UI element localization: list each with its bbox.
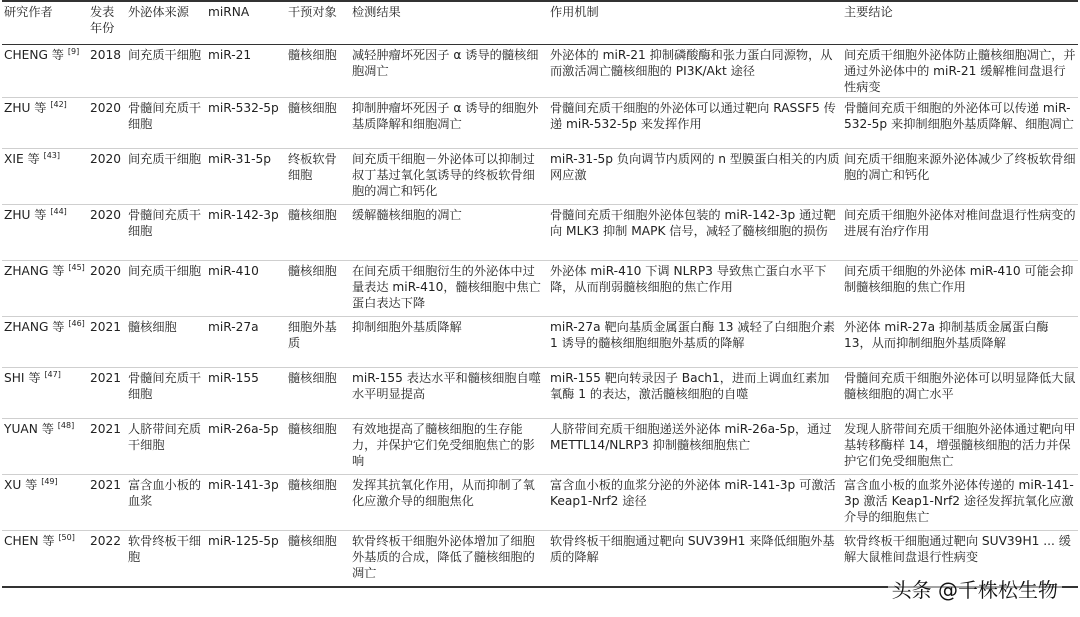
cell-year: 2022 [90, 534, 122, 548]
table-body [2, 45, 1078, 588]
cell-author: SHI 等 [47] [4, 369, 61, 385]
cell-year: 2021 [90, 422, 122, 436]
header-result: 检测结果 [352, 5, 401, 19]
cell-conclusion: 间充质干细胞外泌体对椎间盘退行性病变的进展有治疗作用 [844, 208, 1076, 238]
cell-year: 2020 [90, 101, 122, 115]
cell-mirna: miR-142-3p [208, 208, 279, 222]
cell-source: 人脐带间充质干细胞 [128, 422, 202, 452]
cell-source: 间充质干细胞 [128, 264, 202, 278]
cell-mechanism: 骨髓间充质干细胞的外泌体可以通过靶向 RASSF5 传递 miR-532-5p 来发挥作用 [550, 101, 836, 131]
cell-mechanism: 外泌体的 miR-21 抑制磷酸酶和张力蛋白同源物，从而激活凋亡髓核细胞的 PI3K/Akt 途径 [550, 48, 833, 78]
cell-conclusion: 间充质干细胞来源外泌体减少了终板软骨细胞的凋亡和钙化 [844, 152, 1076, 182]
reference-mark: [44] [50, 206, 67, 216]
cell-author: CHEN 等 [50] [4, 532, 75, 548]
cell-result: 抑制细胞外基质降解 [352, 320, 462, 334]
cell-target: 髓核细胞 [288, 208, 337, 222]
cell-conclusion: 骨髓间充质干细胞外泌体可以明显降低大鼠髓核细胞的凋亡水平 [844, 371, 1076, 401]
reference-mark: [42] [50, 99, 67, 109]
cell-result: miR-155 表达水平和髓核细胞自噬水平明显提高 [352, 371, 541, 401]
cell-target: 髓核细胞 [288, 101, 337, 115]
cell-source: 富含血小板的血浆 [128, 478, 202, 508]
header-source: 外泌体来源 [128, 5, 189, 19]
cell-conclusion: 外泌体 miR-27a 抑制基质金属蛋白酶 13，从而抑制细胞外基质降解 [844, 320, 1049, 350]
header-mirna: miRNA [208, 5, 250, 19]
cell-mirna: miR-26a-5p [208, 422, 279, 436]
cell-conclusion: 富含血小板的血浆外泌体传递的 miR-141-3p 激活 Keap1-Nrf2 途径发挥抗氧化应激介导的细胞焦亡 [844, 478, 1074, 524]
cell-result: 缓解髓核细胞的凋亡 [352, 208, 462, 222]
cell-conclusion: 骨髓间充质干细胞的外泌体可以传递 miR-532-5p 来抑制细胞外基质降解、细胞凋亡 [844, 101, 1074, 131]
cell-target: 髓核细胞 [288, 478, 337, 492]
cell-target: 髓核细胞 [288, 422, 337, 436]
cell-mechanism: 人脐带间充质干细胞递送外泌体 miR-26a-5p，通过 METTL14/NLRP3 抑制髓核细胞焦亡 [550, 422, 832, 452]
cell-mechanism: miR-27a 靶向基质金属蛋白酶 13 减轻了白细胞介素 1 诱导的髓核细胞细胞外基质的降解 [550, 320, 835, 350]
cell-source: 软骨终板干细胞 [128, 534, 202, 564]
cell-conclusion: 间充质干细胞外泌体防止髓核细胞凋亡，并通过外泌体中的 miR-21 缓解椎间盘退行性病变 [844, 48, 1076, 94]
cell-mirna: miR-31-5p [208, 152, 272, 166]
cell-mirna: miR-155 [208, 371, 259, 385]
cell-year: 2021 [90, 371, 122, 385]
cell-result: 间充质干细胞－外泌体可以抑制过叔丁基过氧化氢诱导的终板软骨细胞的凋亡和钙化 [352, 152, 535, 198]
cell-author: ZHU 等 [42] [4, 99, 67, 115]
reference-mark: [48] [57, 420, 75, 430]
cell-author: CHENG 等 [9] [4, 46, 80, 62]
table-row [2, 475, 1078, 531]
reference-mark: [47] [44, 369, 61, 379]
cell-mechanism: miR-31-5p 负向调节内质网的 n 型膜蛋白相关的内质网应激 [550, 152, 840, 182]
table-row [2, 149, 1078, 205]
table-row [2, 98, 1078, 149]
cell-year: 2020 [90, 208, 122, 222]
cell-target: 髓核细胞 [288, 371, 337, 385]
table-row [2, 317, 1078, 368]
header-conclusion: 主要结论 [844, 5, 893, 19]
research-table [2, 0, 1078, 588]
cell-mechanism: 外泌体 miR-410 下调 NLRP3 导致焦亡蛋白水平下降，从而削弱髓核细胞的焦亡作用 [550, 264, 827, 294]
cell-author: ZHANG 等 [46] [4, 318, 85, 334]
cell-mirna: miR-21 [208, 48, 252, 62]
cell-target: 细胞外基质 [288, 320, 337, 350]
cell-result: 有效地提高了髓核细胞的生存能力，并保护它们免受细胞焦亡的影响 [352, 422, 535, 468]
cell-result: 抑制肿瘤坏死因子 α 诱导的细胞外基质降解和细胞凋亡 [352, 101, 539, 131]
header-target: 干预对象 [288, 5, 337, 19]
table-row [2, 45, 1078, 98]
cell-mechanism: miR-155 靶向转录因子 Bach1，进而上调血红素加氧酶 1 的表达，激活髓核细胞的自噬 [550, 371, 830, 401]
cell-author: XIE 等 [43] [4, 150, 61, 166]
cell-source: 间充质干细胞 [128, 152, 202, 166]
cell-year: 2021 [90, 320, 122, 334]
cell-mirna: miR-27a [208, 320, 259, 334]
reference-mark: [43] [43, 150, 61, 160]
cell-result: 软骨终板干细胞外泌体增加了细胞外基质的合成，降低了髓核细胞的凋亡 [352, 534, 535, 580]
cell-source: 骨髓间充质干细胞 [128, 371, 202, 401]
cell-source: 骨髓间充质干细胞 [128, 101, 202, 131]
cell-target: 髓核细胞 [288, 264, 337, 278]
cell-result: 在间充质干细胞衍生的外泌体中过量表达 miR-410，髓核细胞中焦亡蛋白表达下降 [352, 264, 541, 310]
header-year: 发表年份 [90, 5, 115, 35]
reference-mark: [45] [68, 262, 85, 272]
cell-author: ZHANG 等 [45] [4, 262, 85, 278]
reference-mark: [9] [67, 46, 80, 56]
cell-author: ZHU 等 [44] [4, 206, 67, 222]
cell-mirna: miR-532-5p [208, 101, 279, 115]
cell-target: 终板软骨细胞 [288, 152, 337, 182]
table-row [2, 205, 1078, 261]
cell-mechanism: 骨髓间充质干细胞外泌体包装的 miR-142-3p 通过靶向 MLK3 抑制 MAPK 信号，减轻了髓核细胞的损伤 [550, 208, 836, 238]
cell-conclusion: 间充质干细胞的外泌体 miR-410 可能会抑制髓核细胞的焦亡作用 [844, 264, 1074, 294]
cell-conclusion: 软骨终板干细胞通过靶向 SUV39H1 ... 缓解大鼠椎间盘退行性病变 [844, 534, 1071, 564]
cell-mechanism: 软骨终板干细胞通过靶向 SUV39H1 来降低细胞外基质的降解 [550, 534, 835, 564]
cell-author: YUAN 等 [48] [4, 420, 75, 436]
header-mechanism: 作用机制 [550, 5, 599, 19]
cell-mirna: miR-141-3p [208, 478, 279, 492]
cell-mirna: miR-125-5p [208, 534, 279, 548]
header-author: 研究作者 [4, 5, 53, 19]
table-row [2, 261, 1078, 317]
reference-mark: [46] [68, 318, 85, 328]
cell-target: 髓核细胞 [288, 534, 337, 548]
cell-target: 髓核细胞 [288, 48, 337, 62]
table-row [2, 368, 1078, 419]
table-header [2, 1, 1078, 45]
cell-author: XU 等 [49] [4, 476, 58, 492]
cell-year: 2020 [90, 264, 122, 278]
cell-mechanism: 富含血小板的血浆分泌的外泌体 miR-141-3p 可激活 Keap1-Nrf2 途径 [550, 478, 836, 508]
cell-year: 2018 [90, 48, 122, 62]
cell-source: 髓核细胞 [128, 320, 177, 334]
cell-year: 2020 [90, 152, 122, 166]
table-row [2, 419, 1078, 475]
cell-source: 间充质干细胞 [128, 48, 202, 62]
watermark: 头条 @千株松生物 [888, 574, 1062, 603]
cell-mirna: miR-410 [208, 264, 259, 278]
cell-result: 减轻肿瘤坏死因子 α 诱导的髓核细胞凋亡 [352, 48, 539, 78]
cell-conclusion: 发现人脐带间充质干细胞外泌体通过靶向甲基转移酶样 14，增强髓核细胞的活力并保护它们免受细胞焦亡 [844, 422, 1076, 468]
cell-source: 骨髓间充质干细胞 [128, 208, 202, 238]
cell-result: 发挥其抗氧化作用，从而抑制了氧化应激介导的细胞焦化 [352, 478, 535, 508]
reference-mark: [49] [41, 476, 58, 486]
header-row [2, 1, 1078, 45]
reference-mark: [50] [58, 532, 75, 542]
cell-year: 2021 [90, 478, 122, 492]
